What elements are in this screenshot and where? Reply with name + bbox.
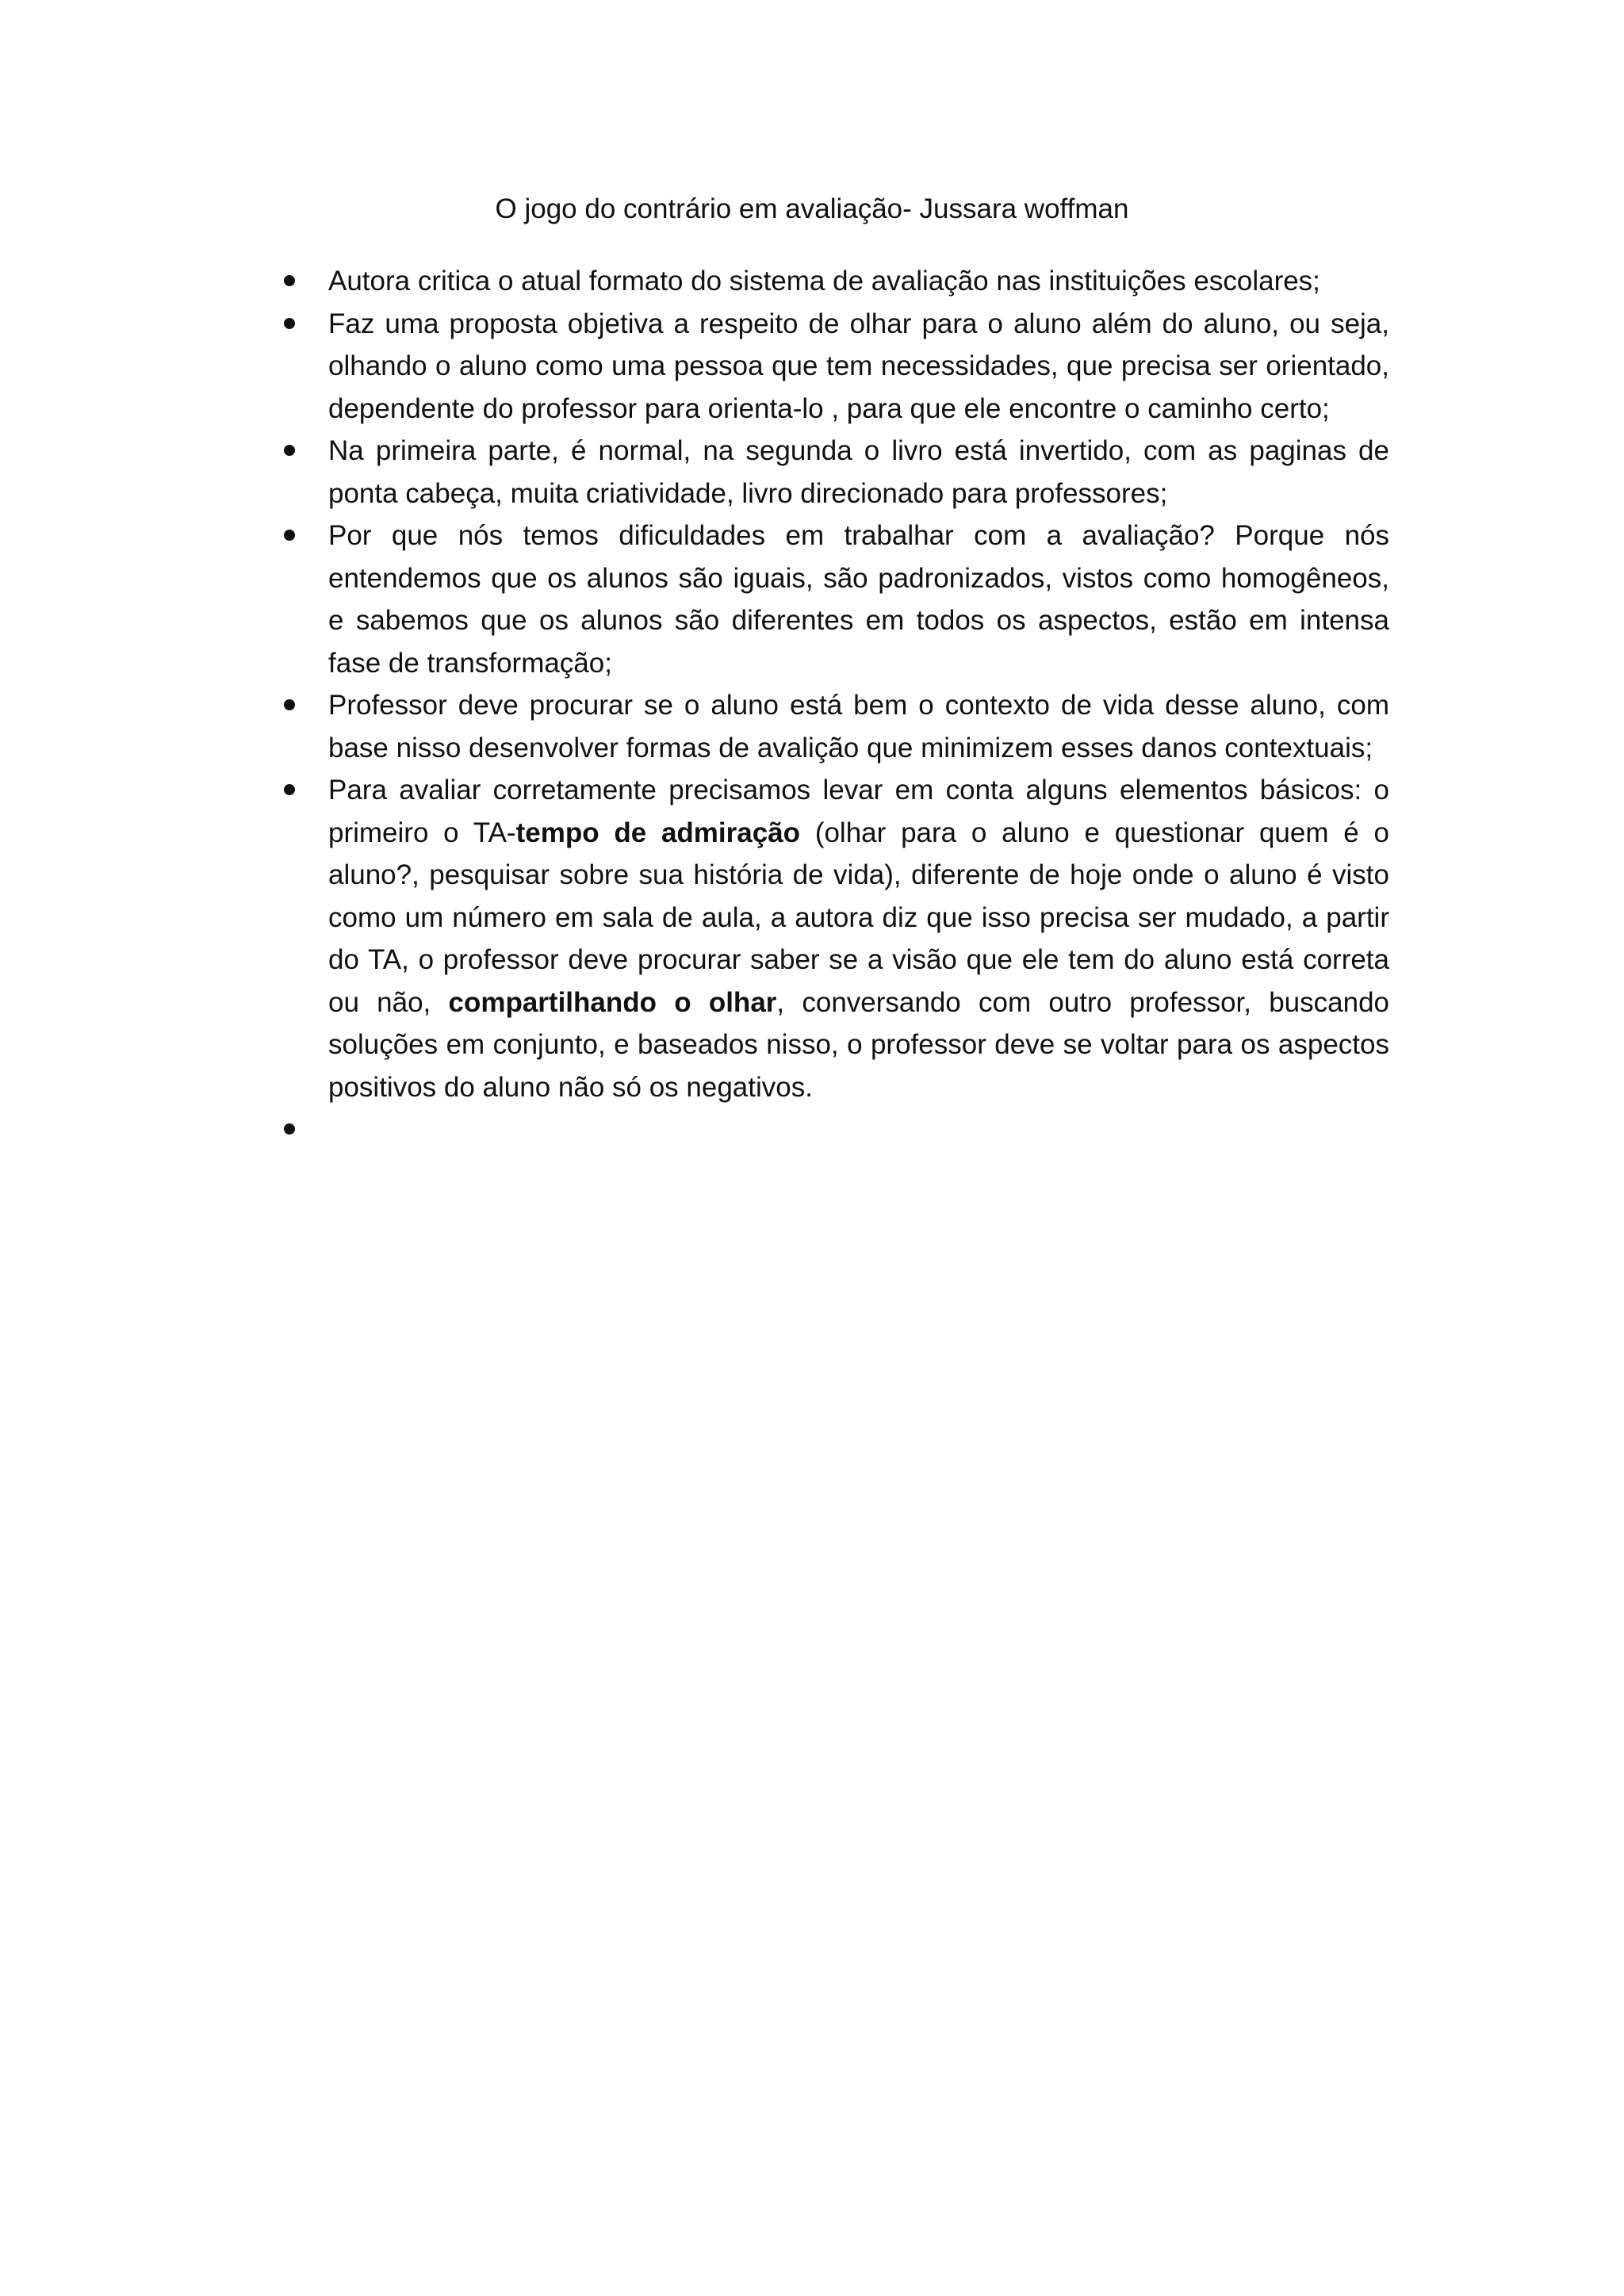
bullet-icon xyxy=(284,784,295,795)
list-item-empty xyxy=(271,1108,1389,1151)
list-item xyxy=(271,515,1389,684)
list-item xyxy=(271,769,1389,1108)
list-item-text: Autora critica o atual formato do sistema de avaliação nas instituições escolares; xyxy=(328,266,1320,297)
bold-term-tempo-de-admiracao: tempo de admiração xyxy=(515,817,801,848)
document-title xyxy=(0,190,1624,228)
list-item xyxy=(271,260,1389,303)
document-title-text: O jogo do contrário em avaliação- Jussara woffman xyxy=(495,193,1129,224)
list-item xyxy=(271,430,1389,515)
list-item-text: Na primeira parte, é normal, na segunda o livro está invertido, com as paginas de ponta cabeça, muita criatividade, livro direcionado para professores; xyxy=(328,435,1389,509)
list-item-text-part: , conversando com outro professor, buscando soluções em conjunto, e baseados nisso, o professor deve se voltar para os aspectos positivos do aluno não só os negativos. xyxy=(328,986,1390,1103)
list-item-text: Professor deve procurar se o aluno está bem o contexto de vida desse aluno, com base nisso desenvolver formas de avalição que minimizem esses danos contextuais; xyxy=(328,690,1389,763)
bullet-icon xyxy=(284,1123,295,1135)
list-item-text: Por que nós temos dificuldades em trabalhar com a avaliação? Porque nós entendemos que os alunos são iguais, são padronizados, vistos como homogêneos, e sabemos que os alunos são diferentes em todos os aspectos, estão em intensa fase de transformação; xyxy=(328,520,1389,679)
list-item xyxy=(271,303,1389,430)
bullet-icon xyxy=(284,699,295,710)
list-item xyxy=(271,684,1389,769)
bullet-list xyxy=(271,260,1389,1151)
list-item-text-part: (olhar para o aluno e questionar quem é o aluno?, pesquisar sobre sua história de vida), diferente de hoje onde o aluno é visto como um número em sala de aula, a autora diz que isso precisa ser mudado, a partir do TA, o professor deve procurar saber se a visão que ele tem do aluno está correta ou não, xyxy=(328,817,1389,1018)
bullet-icon xyxy=(284,530,295,541)
list-item-text xyxy=(328,775,1389,1103)
bold-term-compartilhando-o-olhar: compartilhando o olhar xyxy=(448,986,777,1018)
list-item-text: Faz uma proposta objetiva a respeito de olhar para o aluno além do aluno, ou seja, olhando o aluno como uma pessoa que tem necessidades, que precisa ser orientado, dependente do professor para orienta-lo , para que ele encontre o caminho certo; xyxy=(328,308,1389,424)
bullet-icon xyxy=(284,275,295,286)
bullet-icon xyxy=(284,318,295,329)
list-item-text-part: Para avaliar corretamente precisamos levar em conta alguns elementos básicos: o primeiro o TA- xyxy=(328,775,1389,848)
bullet-icon xyxy=(284,445,295,456)
